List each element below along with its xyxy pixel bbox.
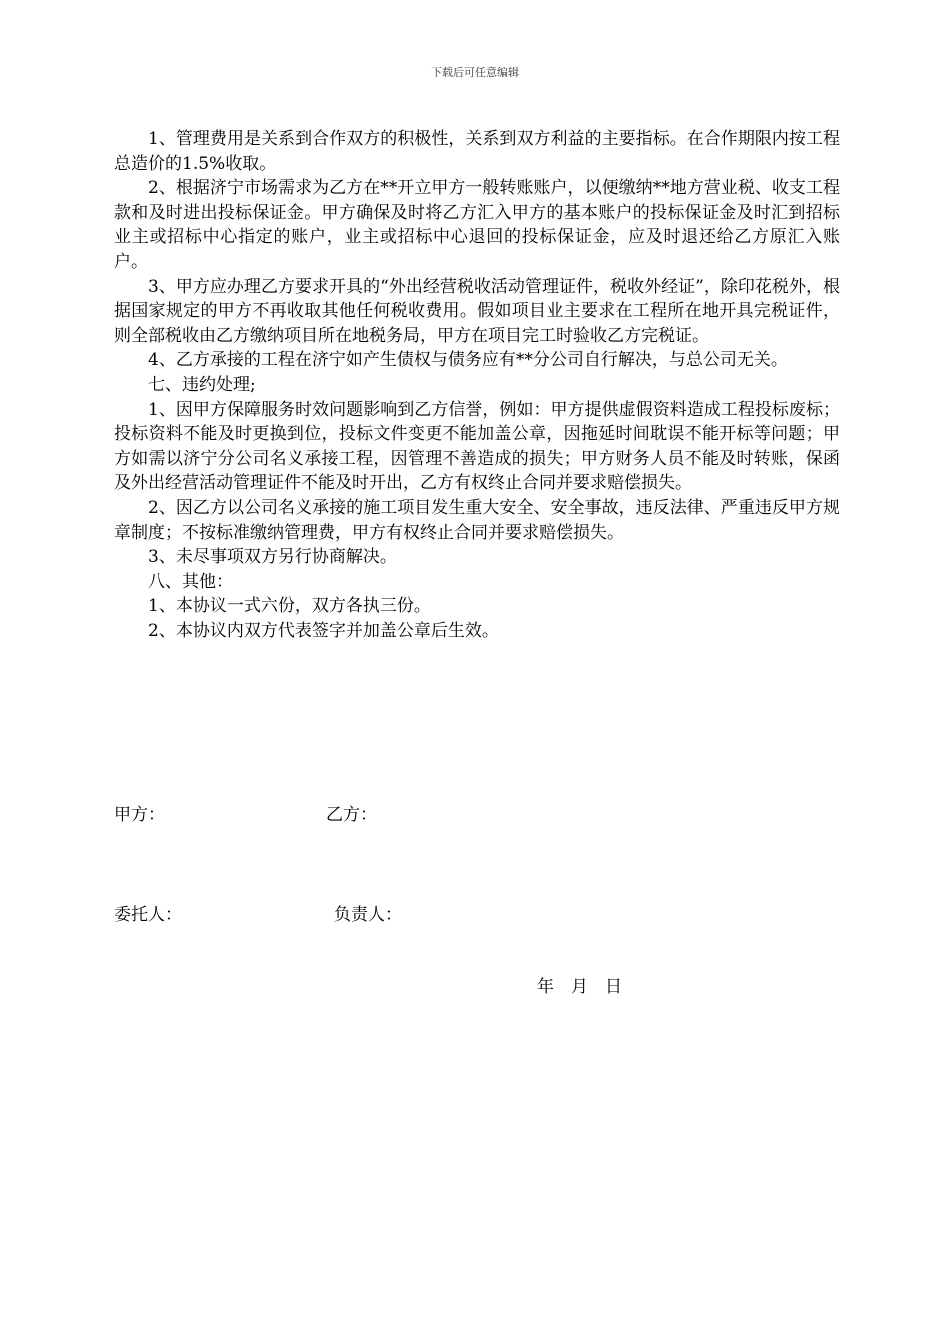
page-header-note: 下载后可任意编辑: [431, 66, 519, 79]
paragraph-tax-certificate: 3、甲方应办理乙方要求开具的“外出经营税收活动管理证件，税收外经证”，除印花税外，根据国家规定的甲方不再收取其他任何税收费用。假如项目业主要求在工程所在地开具完税证件，则全部税收由乙方缴纳项目所在地税务局，甲方在项目完工时验收乙方完税证。: [114, 276, 840, 346]
date-line: 年 月 日: [537, 977, 622, 997]
paragraph-unresolved: 3、未尽事项双方另行协商解决。: [148, 547, 397, 568]
paragraph-effective: 2、本协议内双方代表签字并加盖公章后生效。: [148, 620, 499, 641]
document-body: [114, 127, 840, 643]
paragraph-account: 2、根据济宁市场需求为乙方在**开立甲方一般转账账户，以便缴纳**地方营业税、收支工程款和及时进出投标保证金。甲方确保及时将乙方汇入甲方的基本账户的投标保证金及时汇到招标业主或招标中心指定的账户，业主或招标中心退回的投标保证金，应及时退还给乙方原汇入账户。: [114, 178, 840, 272]
paragraph-debt: 4、乙方承接的工程在济宁如产生债权与债务应有**分公司自行解决，与总公司无关。: [148, 350, 788, 371]
party-a-label: 甲方：: [114, 805, 165, 825]
party-b-label: 乙方：: [326, 805, 377, 825]
delegate-label: 委托人：: [114, 905, 182, 925]
paragraph-management-fee: 1、管理费用是关系到合作双方的积极性，关系到双方利益的主要指标。在合作期限内按工程总造价的1.5%收取。: [114, 129, 840, 174]
paragraph-breach-party-b: 2、因乙方以公司名义承接的施工项目发生重大安全、安全事故，违反法律、严重违反甲方规章制度；不按标准缴纳管理费，甲方有权终止合同并要求赔偿损失。: [114, 497, 840, 543]
section-heading-breach: 七、违约处理;: [148, 374, 256, 395]
paragraph-breach-party-a: 1、因甲方保障服务时效问题影响到乙方信誉，例如：甲方提供虚假资料造成工程投标废标；投标资料不能及时更换到位，投标文件变更不能加盖公章，因拖延时间耽误不能开标等问题；甲方如需以济宁分公司名义承接工程，因管理不善造成的损失；甲方财务人员不能及时转账，保函及外出经营活动管理证件不能及时开出，乙方有权终止合同并要求赔偿损失。: [114, 399, 840, 494]
responsible-label: 负责人：: [334, 905, 402, 925]
section-heading-other: 八、其他：: [148, 571, 233, 592]
paragraph-copies: 1、本协议一式六份，双方各执三份。: [148, 596, 431, 617]
